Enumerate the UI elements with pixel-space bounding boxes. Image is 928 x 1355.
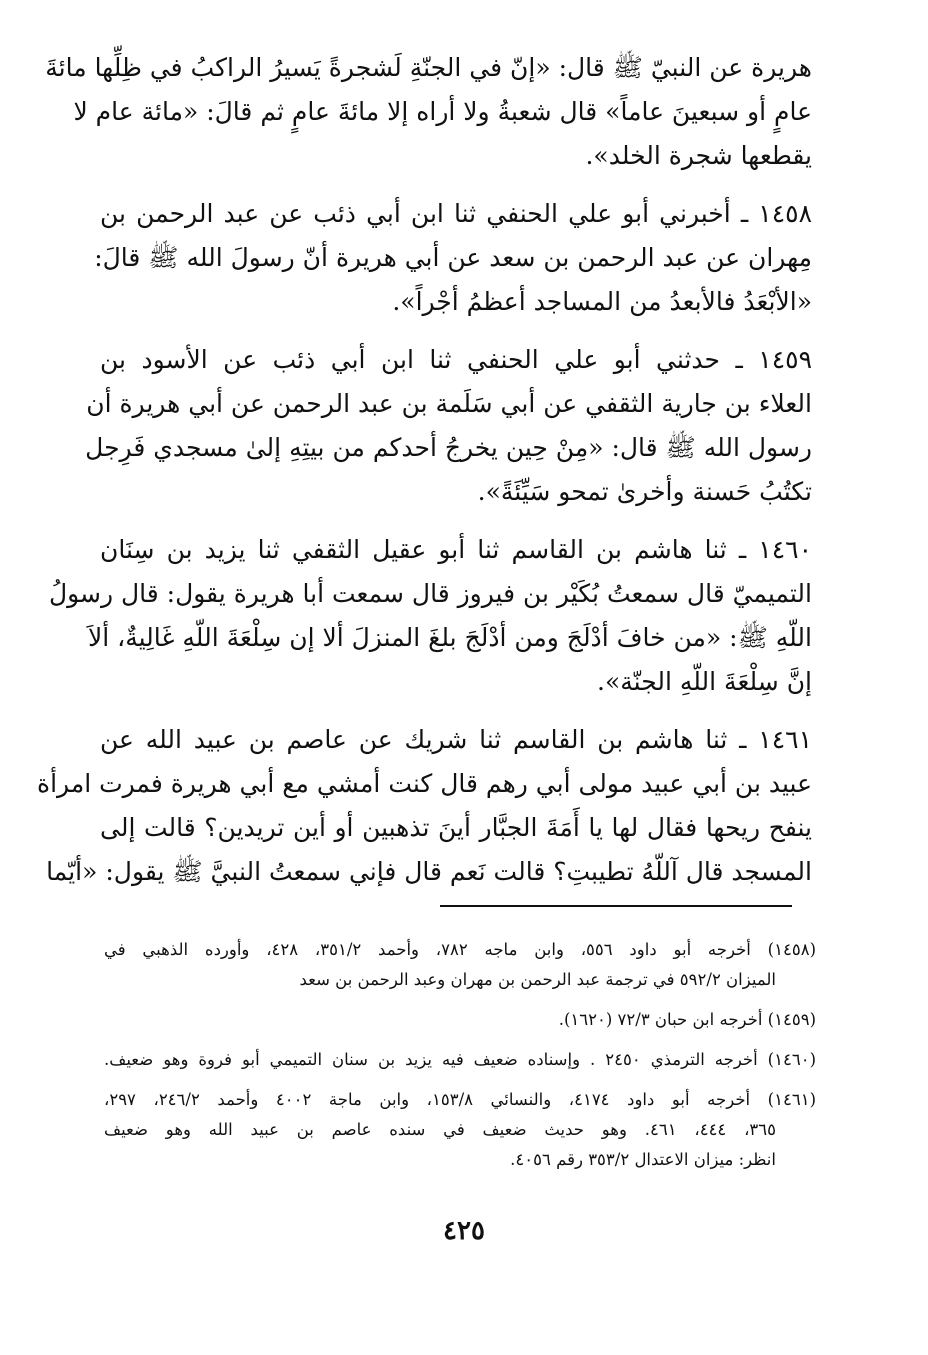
page-number: ٤٢٥ — [443, 1216, 485, 1246]
footnote-1458 — [104, 935, 816, 995]
text-line: ينفح ريحها فقال لها يا أَمَةَ الجبَّار أينَ تذهبين أو أين تريدين؟ قالت إلى — [100, 813, 812, 842]
footnote-line: (١٤٦١) أخرجه أبو داود ٤١٧٤، والنسائي ١٥٣/٨، وابن ماجة ٤٠٠٢ وأحمد ٢٤٦/٢، ٢٩٧، — [104, 1090, 816, 1109]
footnote-1461 — [104, 1085, 816, 1175]
text-line: اللّهِ ﷺ: «من خافَ أدْلَجَ ومن أدْلَجَ بلغَ المنزلَ ألا إن سِلْعَةَ اللّهِ غَالِيةٌ، ألاَ — [87, 623, 812, 652]
footnote-1459 — [104, 1005, 816, 1035]
main-text — [36, 46, 812, 908]
hadith-entry-1458 — [94, 192, 812, 324]
text-line: مِهران عن عبد الرحمن بن سعد عن أبي هريرة أنّ رسولَ الله ﷺ قالَ: — [94, 243, 812, 272]
footnote-line: (١٤٥٨) أخرجه أبو داود ٥٥٦، وابن ماجه ٧٨٢، وأحمد ٣٥١/٢، ٤٢٨، وأورده الذهبي في — [104, 940, 816, 959]
footnote-separator — [440, 905, 792, 907]
footnote-1460 — [104, 1045, 816, 1075]
text-line: هريرة عن النبيّ ﷺ قال: «إنّ في الجنّةِ لَشجرةً يَسيرُ الراكبُ في ظِلِّها مائةَ — [45, 53, 812, 82]
text-line: عبيد بن أبي عبيد مولى أبي رهم قال كنت أمشي مع أبي هريرة فمرت امرأة — [36, 769, 812, 798]
text-line: ١٤٦١ ـ ثنا هاشم بن القاسم ثنا شريك عن عاصم بن عبيد الله عن — [100, 725, 812, 754]
footnote-line: (١٤٦٠) أخرجه الترمذي ٢٤٥٠ . وإسناده ضعيف فيه يزيد بن سنان التميمي أبو فروة وهو ضعيف. — [104, 1050, 817, 1069]
footnote-line: انظر: ميزان الاعتدال ٣٥٣/٢ رقم ٤٠٥٦. — [510, 1150, 776, 1169]
text-line: تكتُبُ حَسنة وأخرىٰ تمحو سَيِّئَةً». — [477, 477, 812, 506]
hadith-entry-1461 — [36, 718, 812, 894]
text-line: «الأبْعَدُ فالأبعدُ من المساجد أعظمُ أجْراً». — [392, 287, 812, 316]
text-line: يقطعها شجرة الخلد». — [585, 141, 812, 170]
footnote-line: ٣٦٥، ٤٤٤، ٤٦١. وهو حديث ضعيف في سنده عاصم بن عبيد الله وهو ضعيف — [104, 1120, 776, 1139]
text-line: المسجد قال آللّهُ تطيبتِ؟ قالت نَعم قال فإني سمعتُ النبيَّ ﷺ يقول: «أيّما — [46, 857, 812, 886]
intro-paragraph — [45, 46, 812, 178]
hadith-entry-1460 — [48, 528, 812, 704]
text-line: عامٍ أو سبعينَ عاماً» قال شعبةُ ولا أراه إلا مائةَ عامٍ ثم قالَ: «مائة عام لا — [73, 97, 812, 126]
footnote-line: (١٤٥٩) أخرجه ابن حبان ٧٢/٣ (١٦٢٠). — [558, 1010, 816, 1029]
text-line: ١٤٦٠ ـ ثنا هاشم بن القاسم ثنا أبو عقيل الثقفي ثنا يزيد بن سِنَان — [100, 535, 812, 564]
text-line: إنَّ سِلْعَةَ اللّهِ الجنّة». — [597, 667, 812, 696]
text-line: العلاء بن جارية الثقفي عن أبي سَلَمة بن عبد الرحمن عن أبي هريرة أن — [86, 389, 812, 418]
footnote-line: الميزان ٥٩٢/٢ في ترجمة عبد الرحمن بن مهران وعبد الرحمن بن سعد — [299, 970, 776, 989]
hadith-entry-1459 — [85, 338, 812, 514]
text-line: التميميّ قال سمعتُ بُكَيْر بن فيروز قال سمعت أبا هريرة يقول: قال رسولُ — [48, 579, 812, 608]
text-line: ١٤٥٨ ـ أخبرني أبو علي الحنفي ثنا ابن أبي ذئب عن عبد الرحمن بن — [100, 199, 812, 228]
text-line: ١٤٥٩ ـ حدثني أبو علي الحنفي ثنا ابن أبي ذئب عن الأسود بن — [100, 345, 812, 374]
text-line: رسول الله ﷺ قال: «مِنْ حِين يخرجُ أحدكم من بيتِهِ إلىٰ مسجدي فَرِجل — [85, 433, 812, 462]
footnotes — [104, 935, 816, 1185]
